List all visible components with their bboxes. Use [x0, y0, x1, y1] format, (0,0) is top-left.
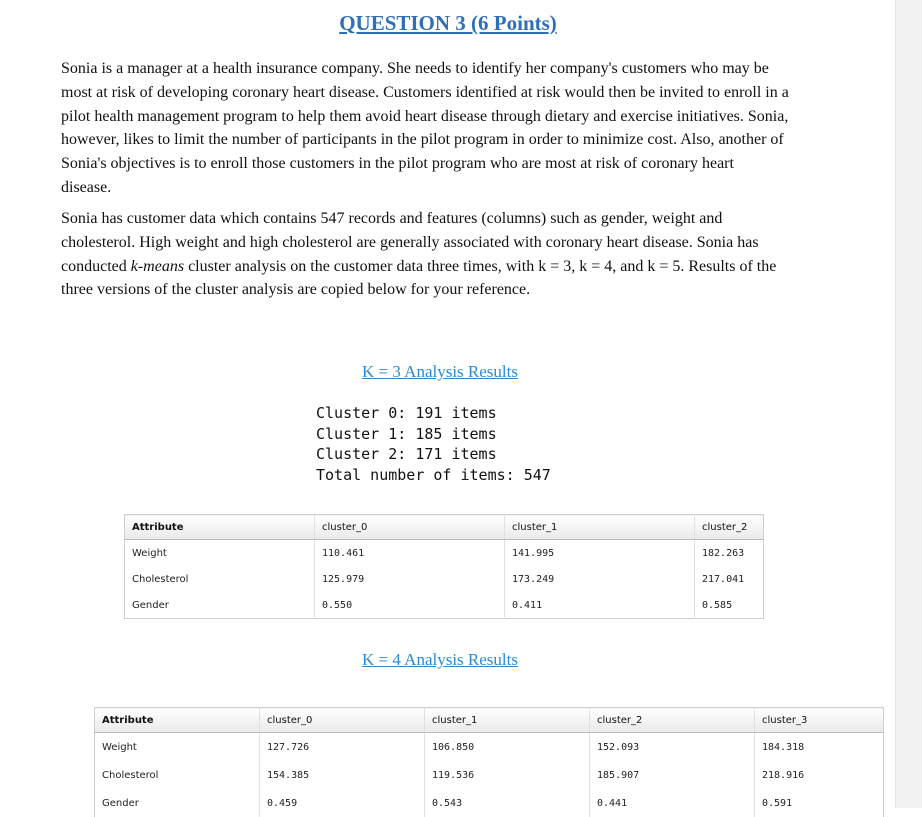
column-header[interactable]: cluster_2	[590, 708, 755, 733]
column-header[interactable]: cluster_2	[695, 515, 764, 540]
table-row	[95, 761, 884, 789]
summary-line: Cluster 2: 171 items	[316, 445, 497, 463]
attribute-cell: Gender	[102, 797, 139, 809]
value-cell: 110.461	[315, 540, 505, 567]
k4-results-link[interactable]: K = 4 Analysis Results	[362, 650, 518, 669]
value-cell: 184.318	[755, 733, 884, 762]
value-cell: 0.550	[315, 592, 505, 619]
value-cell: 0.459	[260, 789, 425, 817]
data-line	[61, 255, 821, 279]
table-row	[125, 540, 764, 567]
attribute-cell: Weight	[102, 741, 137, 753]
value-cell: 152.093	[590, 733, 755, 762]
intro-line: Sonia is a manager at a health insurance company. She needs to identify her company's customers who may be	[61, 60, 769, 77]
k3-cluster-summary	[316, 403, 551, 485]
value-cell: 127.726	[260, 733, 425, 762]
k3-results-table	[124, 514, 764, 619]
attribute-cell: Gender	[132, 599, 169, 611]
table-header-row	[125, 515, 764, 540]
data-line-part: conducted	[61, 257, 131, 275]
k4-results-table	[94, 707, 884, 817]
intro-line: most at risk of developing coronary heart disease. Customers identified at risk would then be invited to enroll in a	[61, 83, 789, 101]
column-header[interactable]: cluster_1	[425, 708, 590, 733]
k3-results-link[interactable]: K = 3 Analysis Results	[362, 362, 518, 381]
vertical-scrollbar[interactable]	[895, 0, 922, 808]
value-cell: 218.916	[755, 761, 884, 789]
value-cell: 0.441	[590, 789, 755, 817]
column-header[interactable]: Attribute	[95, 708, 260, 733]
value-cell: 217.041	[695, 566, 764, 592]
summary-line: Total number of items: 547	[316, 465, 551, 484]
data-paragraph	[61, 207, 821, 302]
value-cell: 0.591	[755, 789, 884, 817]
summary-line: Cluster 0: 191 items	[316, 404, 497, 422]
value-cell: 119.536	[425, 761, 590, 789]
data-line: Sonia has customer data which contains 547 records and features (columns) such as gender, weight and	[61, 210, 723, 227]
column-header[interactable]: cluster_3	[755, 708, 884, 733]
table-row	[125, 592, 764, 619]
value-cell: 185.907	[590, 761, 755, 789]
attribute-cell: Cholesterol	[102, 769, 159, 781]
value-cell: 154.385	[260, 761, 425, 789]
value-cell: 106.850	[425, 733, 590, 762]
column-header[interactable]: Attribute	[125, 515, 315, 540]
intro-line: pilot health management program to help them avoid heart disease through dietary and exercise initiatives. Sonia,	[61, 107, 789, 125]
summary-line: Cluster 1: 185 items	[316, 424, 497, 443]
attribute-cell: Cholesterol	[132, 573, 189, 585]
attribute-cell: Weight	[132, 547, 167, 559]
intro-line: Sonia's objectives is to enroll those customers in the pilot program who are most at risk of coronary heart	[61, 155, 734, 173]
value-cell: 0.543	[425, 789, 590, 817]
kmeans-term: k-means	[130, 257, 185, 275]
value-cell: 125.979	[315, 566, 505, 592]
column-header[interactable]: cluster_0	[315, 515, 505, 540]
data-line: three versions of the cluster analysis are copied below for your reference.	[61, 281, 531, 299]
column-header[interactable]: cluster_1	[505, 515, 695, 540]
data-line: cholesterol. High weight and high cholesterol are generally associated with coronary heart disease. Sonia has	[61, 233, 759, 251]
intro-line: however, likes to limit the number of participants in the pilot program in order to minimize cost. Also, another of	[61, 131, 784, 149]
table-row	[125, 566, 764, 592]
value-cell: 141.995	[505, 540, 695, 567]
question-title: QUESTION 3 (6 Points)	[339, 11, 557, 35]
intro-paragraph	[61, 57, 821, 200]
table-row	[95, 789, 884, 817]
intro-line: disease.	[61, 178, 112, 196]
value-cell: 0.585	[695, 592, 764, 619]
table-row	[95, 733, 884, 762]
data-line-part: cluster analysis on the customer data three times, with k = 3, k = 4, and k = 5. Results of the	[184, 257, 777, 275]
table-header-row	[95, 708, 884, 733]
value-cell: 173.249	[505, 566, 695, 592]
value-cell: 0.411	[505, 592, 695, 619]
value-cell: 182.263	[695, 540, 764, 567]
column-header[interactable]: cluster_0	[260, 708, 425, 733]
